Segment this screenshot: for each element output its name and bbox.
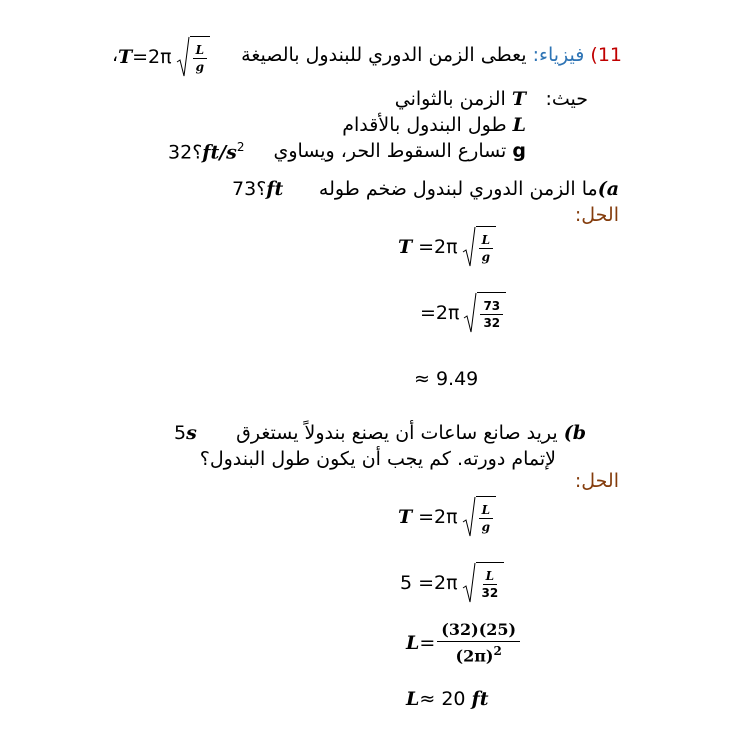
step-eq: =2π [418, 571, 458, 594]
step-num: L [479, 504, 493, 519]
part-a-number: 73 [232, 178, 257, 200]
subject-label: فيزياء: [532, 44, 585, 66]
where-label: حيث: [545, 88, 588, 110]
def-g-text: تسارع السقوط الحر، ويساوي [273, 140, 507, 162]
step-num: L [483, 570, 497, 585]
step-num: (32)(25) [437, 622, 520, 642]
def-l [342, 114, 526, 137]
sqrt-symbol [463, 292, 506, 334]
part-a-unit: ft [266, 178, 284, 200]
header-comma: ، [112, 44, 119, 66]
part-b-line-2: لإتمام دورته. كم يجب أن يكون طول البندول؟ [199, 448, 556, 470]
def-t [395, 88, 526, 111]
part-a-value [232, 178, 283, 201]
def-t-sym: T [511, 88, 526, 110]
step-eq: ≈ 20 [419, 688, 466, 710]
formula-lhs: T [118, 45, 133, 68]
def-l-sym: L [512, 114, 526, 136]
problem-number: 11) [590, 44, 622, 66]
part-b-label: b) [563, 422, 586, 444]
part-b-step-2 [400, 562, 504, 604]
def-g-exp: 2 [236, 140, 245, 154]
step-eq: =2π [420, 301, 460, 324]
step-den: (2π) [455, 646, 494, 666]
step-eq: =2π [418, 235, 458, 258]
step-lhs: T [398, 505, 413, 528]
step-lhs: L [406, 688, 420, 710]
step-lhs: 5 [400, 571, 413, 594]
step-unit: ft [471, 688, 489, 710]
header-formula [118, 36, 210, 78]
step-den: g [481, 520, 490, 534]
part-b-result [406, 688, 489, 711]
part-a-step-1 [398, 226, 496, 268]
part-b-unit: s [186, 422, 197, 444]
part-a-text: ما الزمن الدوري لبندول ضخم طوله [318, 178, 598, 200]
def-l-text: طول البندول بالأقدام [342, 114, 507, 136]
def-g-qmark: ؟ [192, 141, 203, 164]
def-g-value [168, 140, 245, 164]
step-den-exp: 2 [493, 644, 502, 658]
step-eq: = [419, 631, 436, 654]
def-t-text: الزمن بالثواني [394, 88, 506, 110]
part-a-step-2 [420, 292, 506, 334]
part-a-question [319, 178, 619, 201]
def-g [273, 140, 526, 163]
problem-intro: يعطى الزمن الدوري للبندول بالصيغة [241, 44, 527, 66]
def-g-unit: ft/s [202, 141, 237, 164]
sqrt-symbol [176, 36, 210, 78]
step-lhs: T [398, 235, 413, 258]
part-b-number: 5 [174, 422, 187, 444]
part-a-label: a) [597, 178, 619, 200]
step-num: 73 [480, 300, 503, 315]
formula-den: g [195, 60, 204, 74]
formula-num: L [193, 44, 207, 59]
part-b-solution-label: الحل: [574, 470, 619, 492]
part-a-result: ≈ 9.49 [414, 368, 479, 390]
part-b-value [174, 422, 197, 445]
part-b-step-3 [406, 622, 522, 664]
step-lhs: L [406, 631, 420, 654]
def-g-number: 32 [168, 141, 193, 164]
step-eq: =2π [418, 505, 458, 528]
step-den: 32 [483, 316, 501, 330]
part-b-text-1: يريد صانع ساعات أن يصنع بندولاً يستغرق [236, 422, 558, 444]
part-a-solution-label: الحل: [574, 204, 619, 226]
step-den: g [481, 250, 490, 264]
part-a-qmark: ؟ [256, 178, 267, 200]
step-fraction [437, 622, 520, 664]
problem-statement [241, 44, 622, 67]
def-g-sym: g [512, 140, 526, 162]
sqrt-symbol [462, 562, 505, 604]
step-den: 32 [481, 586, 499, 600]
sqrt-symbol [462, 226, 496, 268]
part-b-step-1 [398, 496, 496, 538]
sqrt-symbol [462, 496, 496, 538]
formula-eq: =2π [132, 45, 172, 68]
step-num: L [479, 234, 493, 249]
part-b-line-1 [236, 422, 586, 445]
